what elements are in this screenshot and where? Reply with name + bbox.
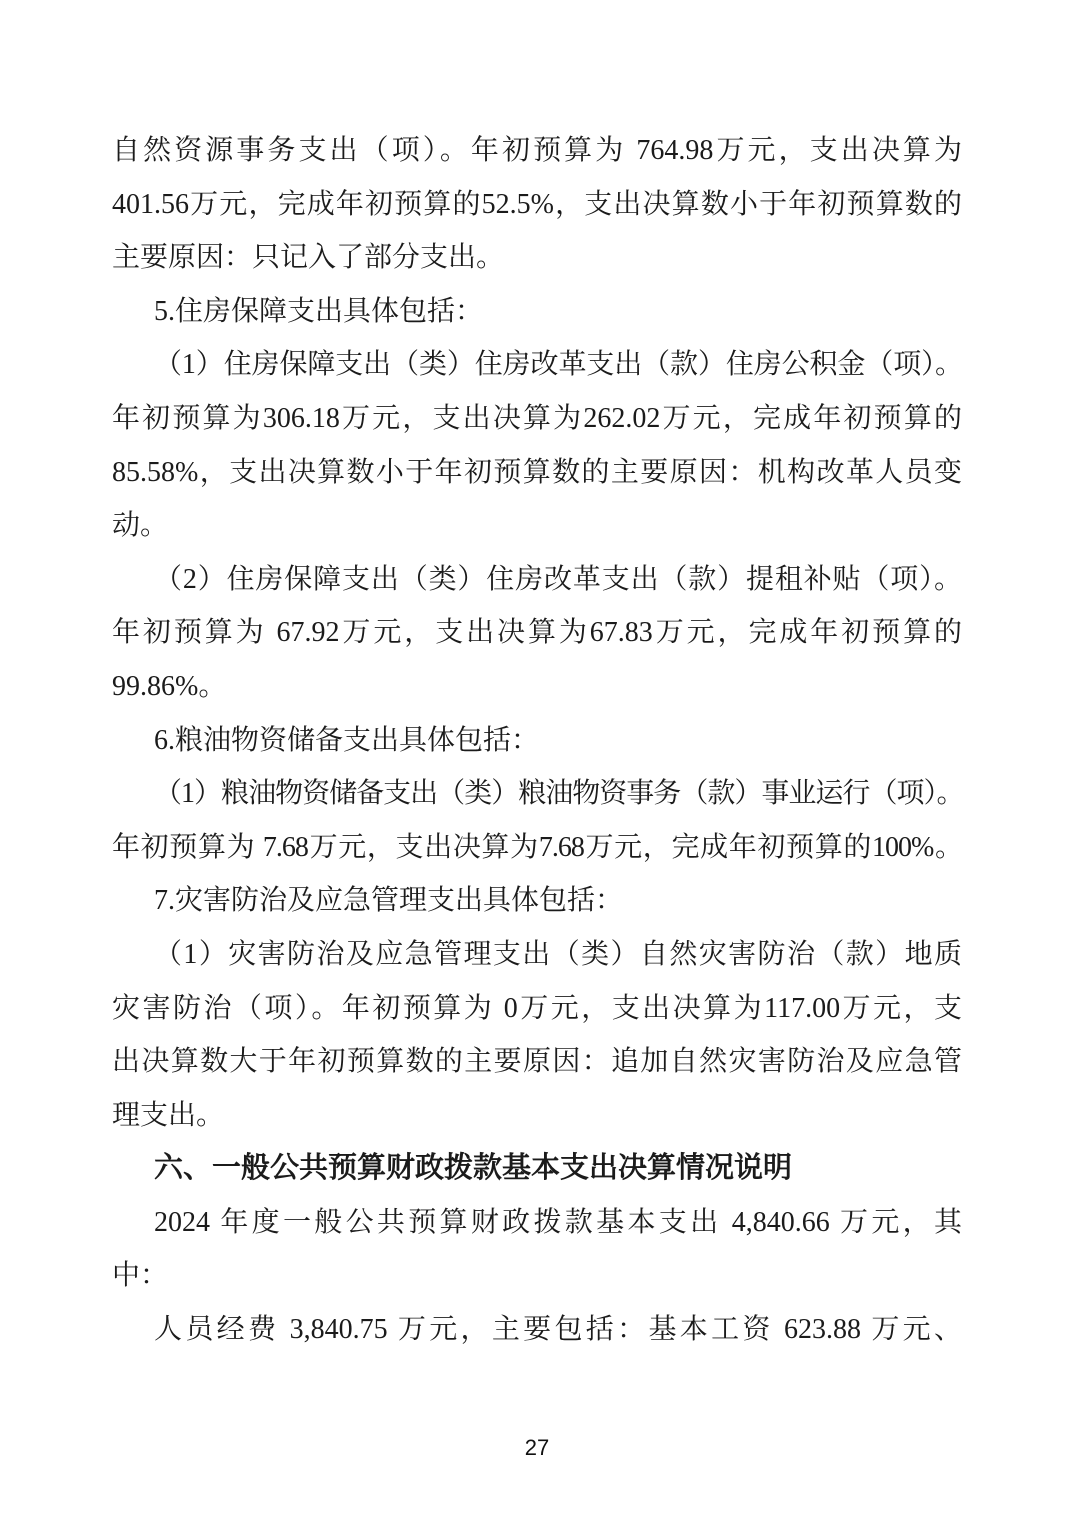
- list-item-heading: 6.粮油物资储备支出具体包括：: [154, 724, 540, 756]
- page-number: 27: [524, 1435, 550, 1460]
- paragraph-line: 99.86%。: [112, 670, 227, 702]
- list-item-heading: 5.住房保障支出具体包括：: [154, 295, 484, 327]
- paragraph-line: 灾害防治（项）。年初预算为 0万元，支出决算为117.00万元，支: [112, 992, 962, 1024]
- paragraph-line: 年初预算为306.18万元，支出决算为262.02万元，完成年初预算的: [112, 402, 962, 434]
- paragraph-line: 主要原因：只记入了部分支出。: [112, 242, 505, 274]
- paragraph-line: 年初预算为 7.68万元，支出决算为7.68万元，完成年初预算的100%。: [112, 831, 962, 863]
- paragraph-line: 出决算数大于年初预算数的主要原因：追加自然灾害防治及应急管: [112, 1046, 962, 1078]
- paragraph-line: （1）灾害防治及应急管理支出（类）自然灾害防治（款）地质: [154, 938, 962, 970]
- section-heading: 六、一般公共预算财政拨款基本支出决算情况说明: [154, 1152, 793, 1185]
- paragraph-line: 理支出。: [112, 1099, 225, 1131]
- paragraph-line: 中：: [112, 1260, 169, 1292]
- document-page-text: [112, 124, 962, 1357]
- paragraph-line: 85.58%，支出决算数小于年初预算数的主要原因：机构改革人员变: [112, 456, 962, 488]
- paragraph-line: 动。: [112, 510, 169, 542]
- paragraph-line: 2024 年度一般公共预算财政拨款基本支出 4,840.66 万元，其: [154, 1206, 962, 1238]
- list-item-heading: 7.灾害防治及应急管理支出具体包括：: [154, 885, 624, 917]
- paragraph-line: （1）粮油物资储备支出（类）粮油物资事务（款）事业运行（项）。: [154, 778, 962, 810]
- paragraph-line: （2）住房保障支出（类）住房改革支出（款）提租补贴（项）。: [154, 563, 962, 595]
- paragraph-line: 人员经费 3,840.75 万元，主要包括：基本工资 623.88 万元、: [154, 1314, 962, 1346]
- paragraph-line: 自然资源事务支出（项）。年初预算为 764.98万元，支出决算为: [112, 135, 962, 166]
- paragraph-line: 401.56万元，完成年初预算的52.5%，支出决算数小于年初预算数的: [112, 188, 962, 220]
- paragraph-line: 年初预算为 67.92万元，支出决算为67.83万元，完成年初预算的: [112, 617, 962, 649]
- paragraph-line: （1）住房保障支出（类）住房改革支出（款）住房公积金（项）。: [154, 349, 962, 381]
